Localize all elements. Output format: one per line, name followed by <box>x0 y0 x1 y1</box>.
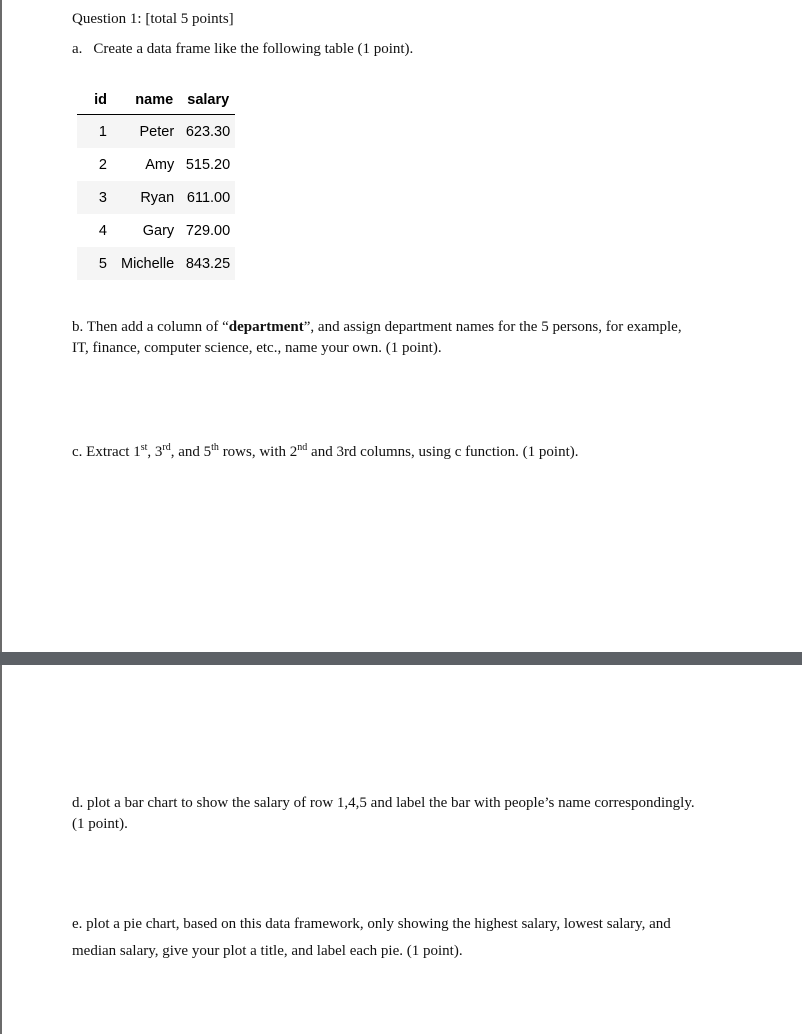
cell-name: Michelle <box>115 247 179 280</box>
table-row <box>77 115 235 149</box>
part-c-sup-1: st <box>140 442 148 453</box>
part-d <box>72 793 787 835</box>
part-c-sup-4: nd <box>297 442 308 453</box>
table-row <box>77 181 235 214</box>
part-c <box>72 443 579 462</box>
part-c-text-2: , 3 <box>147 444 163 460</box>
question-title: Question 1: [total 5 points] <box>72 11 234 27</box>
part-d-line1: d. plot a bar chart to show the salary of row 1,4,5 and label the bar with people’s name correspondingly. <box>72 795 695 811</box>
cell-salary: 611.00 <box>179 181 235 214</box>
cell-name: Gary <box>115 214 179 247</box>
table-header-row <box>77 86 235 115</box>
cell-salary: 623.30 <box>179 115 235 149</box>
cell-salary: 729.00 <box>179 214 235 247</box>
cell-name: Ryan <box>115 181 179 214</box>
part-c-sup-2: rd <box>162 442 171 453</box>
cell-id: 4 <box>77 214 115 247</box>
part-b <box>72 317 772 359</box>
part-b-bold: department <box>228 319 304 335</box>
part-e <box>72 911 787 965</box>
page-separator <box>0 652 802 665</box>
part-c-text-5: and 3rd columns, using c function. (1 point). <box>307 444 579 460</box>
header-name: name <box>115 86 179 115</box>
part-e-line1: e. plot a pie chart, based on this data framework, only showing the highest salary, lowest salary, and <box>72 916 671 932</box>
part-a-text: Create a data frame like the following table (1 point). <box>93 41 414 57</box>
page-2 <box>0 665 802 1034</box>
table-row <box>77 148 235 181</box>
part-d-line2: (1 point). <box>72 816 128 832</box>
part-b-post: ”, and assign department names for the 5 persons, for example, <box>303 319 682 335</box>
header-id: id <box>77 86 115 115</box>
table-row <box>77 214 235 247</box>
cell-salary: 843.25 <box>179 247 235 280</box>
part-c-text-4: rows, with 2 <box>218 444 298 460</box>
part-c-text-1: c. Extract 1 <box>72 444 141 460</box>
part-b-pre: b. Then add a column of “ <box>72 319 229 335</box>
part-e-line2: median salary, give your plot a title, and label each pie. (1 point). <box>72 943 463 959</box>
part-b-line2: IT, finance, computer science, etc., name your own. (1 point). <box>72 340 442 356</box>
cell-id: 2 <box>77 148 115 181</box>
table-row <box>77 247 235 280</box>
cell-id: 3 <box>77 181 115 214</box>
part-a <box>72 40 413 59</box>
data-frame-table <box>77 86 235 280</box>
part-a-marker: a. <box>72 41 83 57</box>
part-c-text-3: , and 5 <box>170 444 212 460</box>
part-c-sup-3: th <box>211 442 219 453</box>
cell-name: Amy <box>115 148 179 181</box>
cell-id: 5 <box>77 247 115 280</box>
header-salary: salary <box>179 86 235 115</box>
cell-name: Peter <box>115 115 179 149</box>
cell-id: 1 <box>77 115 115 149</box>
cell-salary: 515.20 <box>179 148 235 181</box>
